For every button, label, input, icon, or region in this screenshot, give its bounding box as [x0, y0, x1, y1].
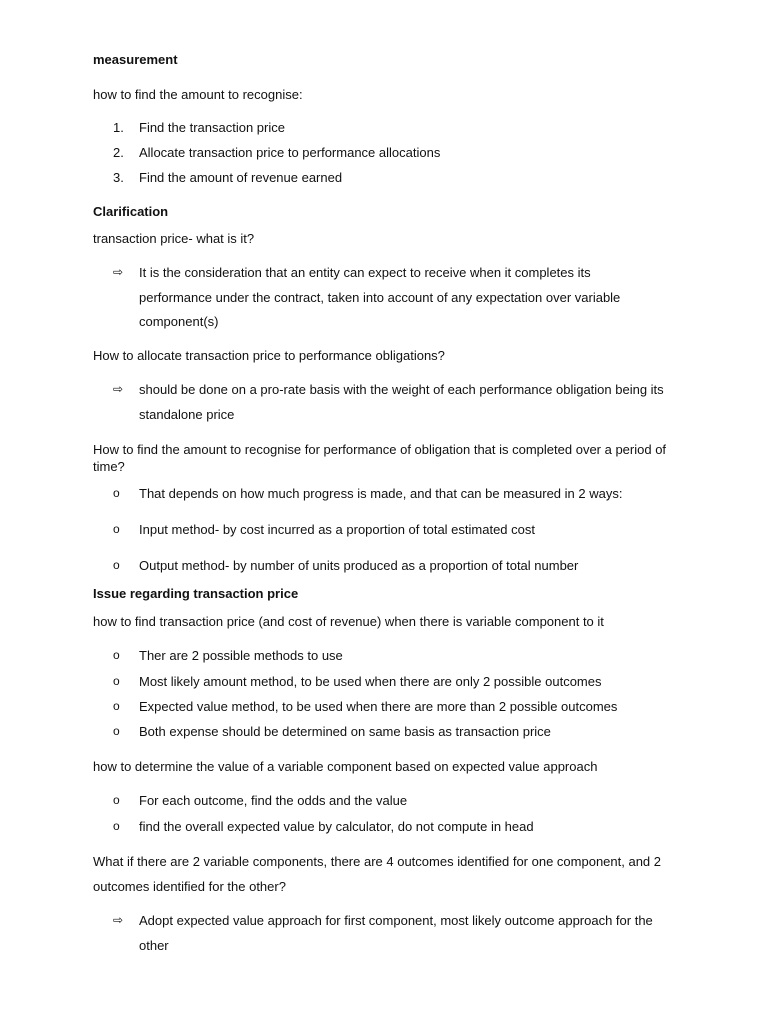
question-amount: how to find the amount to recognise: [93, 87, 303, 102]
list-item-text: Input method- by cost incurred as a proportion of total estimated cost [139, 522, 535, 537]
circle-bullet-icon: o [113, 558, 120, 572]
question-over-time: How to find the amount to recognise for performance of obligation that is completed over a period of time? [93, 442, 667, 474]
circle-bullet-icon: o [113, 674, 120, 688]
circle-bullet-icon: o [113, 724, 120, 738]
list-item-text: Output method- by number of units produced as a proportion of total number [139, 558, 579, 573]
circle-bullet-icon: o [113, 648, 120, 662]
heading-clarification: Clarification [93, 204, 169, 219]
list-item-text: Allocate transaction price to performance allocations [139, 145, 441, 160]
list-number: 1. [113, 120, 124, 135]
list-item-text: Find the transaction price [139, 120, 285, 135]
arrow-bullet-icon: ⇨ [113, 382, 124, 396]
list-item-text: Most likely amount method, to be used when there are only 2 possible outcomes [139, 674, 602, 689]
question-variable: how to find transaction price (and cost of revenue) when there is variable component to it [93, 614, 604, 629]
arrow-bullet-icon: ⇨ [113, 265, 124, 279]
list-item-text: find the overall expected value by calculator, do not compute in head [139, 819, 534, 834]
circle-bullet-icon: o [113, 793, 120, 807]
list-item-text: For each outcome, find the odds and the value [139, 793, 408, 808]
answer-allocate: should be done on a pro-rate basis with the weight of each performance obligation being its standalone price [139, 382, 664, 422]
answer-two-components: Adopt expected value approach for first component, most likely outcome approach for the other [139, 913, 653, 953]
list-item-text: Find the amount of revenue earned [139, 170, 343, 185]
list-item-text: Ther are 2 possible methods to use [139, 648, 343, 663]
answer-transaction-price: It is the consideration that an entity can expect to receive when it completes its performance under the contract, taken into account of any expectation over variable component(s) [139, 265, 621, 329]
list-item-text: Both expense should be determined on same basis as transaction price [139, 724, 551, 739]
question-transaction-price: transaction price- what is it? [93, 231, 255, 246]
heading-measurement: measurement [93, 52, 178, 67]
question-two-components: What if there are 2 variable components, there are 4 outcomes identified for one component, and 2 outcomes identified for the other? [93, 854, 662, 894]
list-number: 3. [113, 170, 124, 185]
list-item-text: Expected value method, to be used when there are more than 2 possible outcomes [139, 699, 618, 714]
question-allocate: How to allocate transaction price to performance obligations? [93, 348, 445, 363]
circle-bullet-icon: o [113, 819, 120, 833]
list-item-text: That depends on how much progress is made, and that can be measured in 2 ways: [139, 486, 623, 501]
circle-bullet-icon: o [113, 522, 120, 536]
heading-issue: Issue regarding transaction price [93, 586, 299, 601]
arrow-bullet-icon: ⇨ [113, 913, 124, 927]
circle-bullet-icon: o [113, 486, 120, 500]
circle-bullet-icon: o [113, 699, 120, 713]
list-number: 2. [113, 145, 124, 160]
question-expected-value: how to determine the value of a variable component based on expected value approach [93, 759, 598, 774]
